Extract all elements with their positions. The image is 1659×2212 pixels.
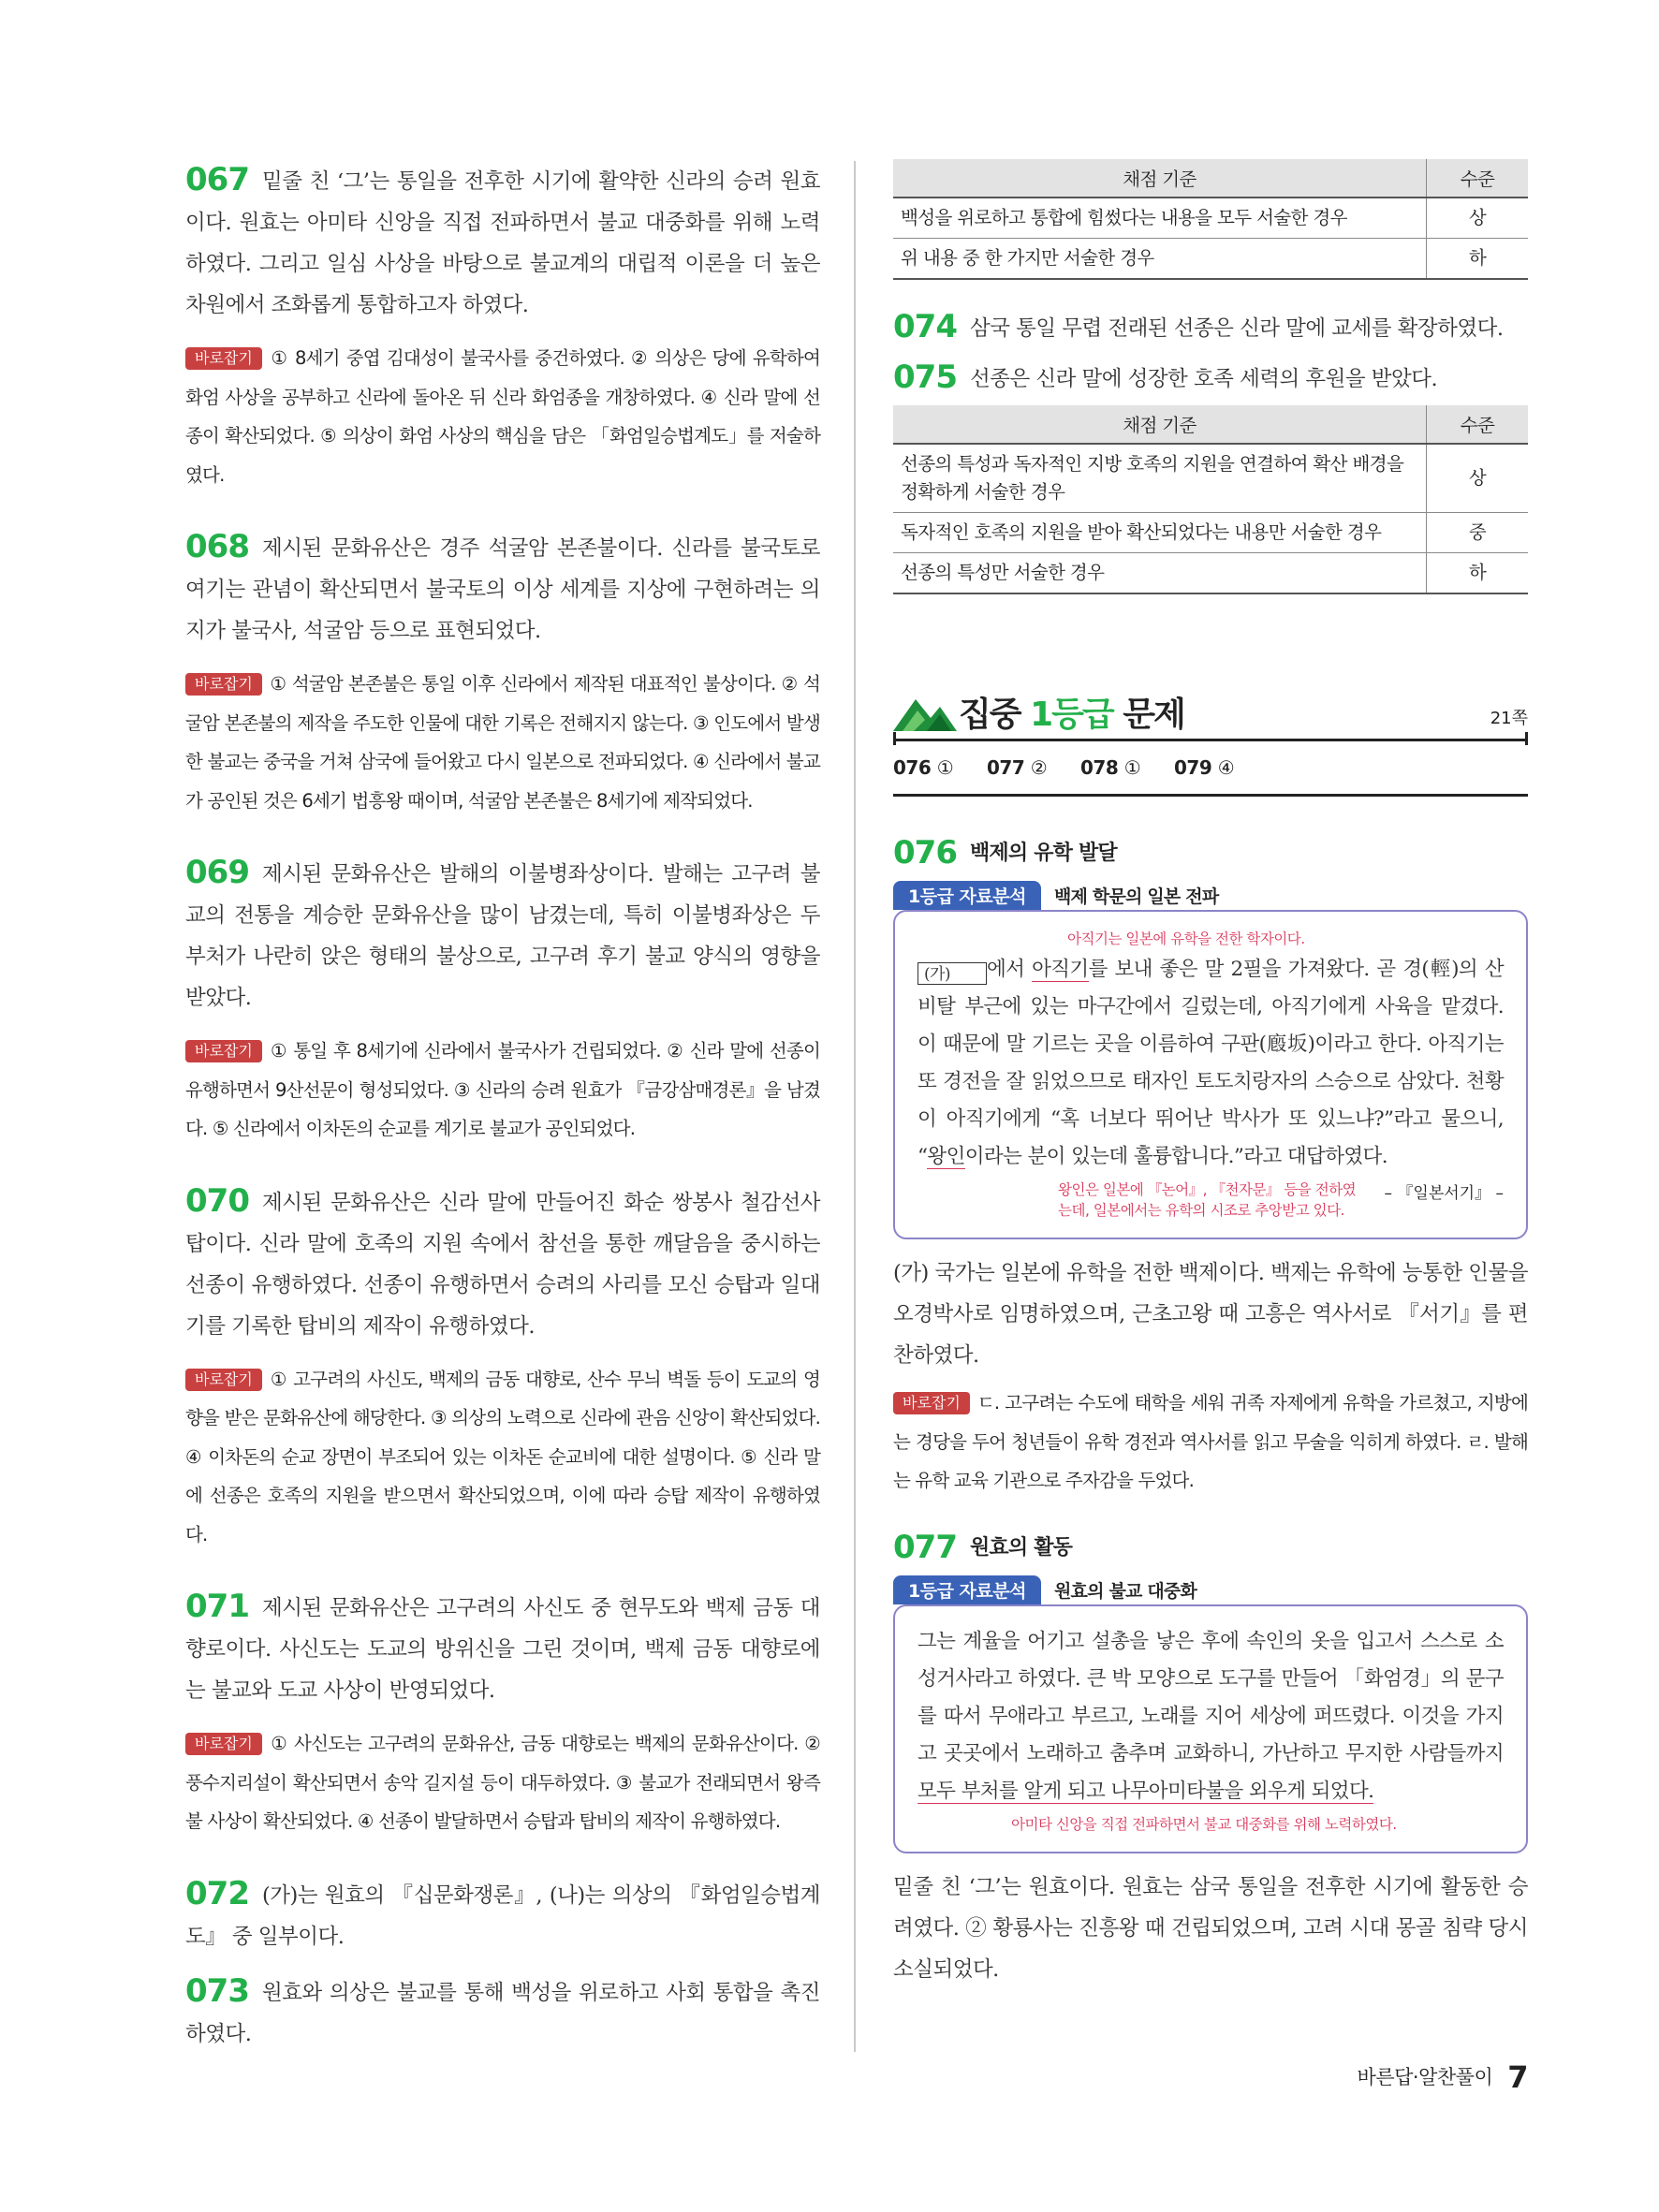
grading-table-075 [893,405,1528,594]
question-075: 075 선종은 신라 말에 성장한 호족 세력의 후원을 받았다. [893,359,1438,396]
table-row: 독자적인 호족의 지원을 받아 확산되었다는 내용만 서술한 경우 중 [893,513,1528,553]
correction-note-076: 바로잡기 ㄷ. 고구려는 수도에 태학을 세워 귀족 자제에게 유학을 가르쳤고, 지방에는 경당을 두어 청년들이 유학 경전과 역사서를 읽고 무술을 익히게 하였다. ㄹ. 발해는 유학 교육 기관으로 주자감을 두었다. [893,1392,1528,1491]
question-069 [185,852,820,1149]
page-footer [1358,2059,1528,2095]
answer-item: 076 ① [893,756,954,779]
right-column [893,159,1528,1990]
fix-tag: 바로잡기 [185,1369,262,1391]
section-page-ref: 21쪽 [1490,709,1528,728]
source-passage: 아직기는 일본에 유학을 전한 학자이다. (가) 에서 아직기를 보내 좋은 말 2필을 가져왔다. 곧 경(輕)의 산비탈 부근에 있는 마구간에서 길렀는데, 아직기에게 사육을 맡겼다. 이 때문에 말 기르는 곳을 이름하여 구판(廏坂)이라고 한다. 아직기는 또 경전을 잘 읽었으므로 태자인 토도치랑자의 스승으로 삼았다. 천황이 아직기에게 “혹 너보다 뛰어난 박사가 또 있느냐?”라고 물으니, “왕인이라는 분이 있는데 훌륭합니다.”라고 대답하였다. 왕인은 일본에 『논어』, 『천자문』 등을 전하였는데, 일본에서는 유학의 시조로 추앙받고 있다. – 『일본서기』 – [893,910,1528,1239]
answer-strip [893,741,1528,797]
annotation-note: 왕인은 일본에 『논어』, 『천자문』 등을 전하였는데, 일본에서는 유학의 시조로 추앙받고 있다. [1058,1181,1357,1219]
table-row: 선종의 특성과 독자적인 지방 호족의 지원을 연결하여 확산 배경을 정확하게 서술한 경우 상 [893,444,1528,513]
question-text: 밑줄 친 ‘그’는 통일을 전후한 시기에 활약한 신라의 승려 원효이다. 원효는 아미타 신앙을 직접 전파하면서 불교 대중화를 위해 노력하였다. 그리고 일심 사상을 바탕으로 불교계의 대립적 이론을 더 높은 차원에서 조화롭게 통합하고자 하였다. [185,169,820,317]
table-header-level: 수준 [1427,405,1529,444]
table-row: 위 내용 중 한 가지만 서술한 경우 하 [893,239,1528,280]
grading-table-073 [893,159,1528,280]
answer-item: 079 ④ [1174,756,1235,779]
question-number: 067 [185,161,249,198]
correction-note: 바로잡기 ① 통일 후 8세기에 신라에서 불국사가 건립되었다. ② 신라 말에 선종이 유행하면서 9산선문이 형성되었다. ③ 신라의 승려 원효가 『금강삼매경론』을 남겼다. ⑤ 신라에서 이차돈의 순교를 계기로 불교가 공인되었다. [185,1040,820,1139]
correction-note: 바로잡기 ① 석굴암 본존불은 통일 이후 신라에서 제작된 대표적인 불상이다. ② 석굴암 본존불의 제작을 주도한 인물에 대한 기록은 전해지지 않는다. ③ 인도에서 발생한 불교는 중국을 거쳐 삼국에 들어왔고 다시 일본으로 전파되었다. ④ 신라에서 불교가 공인된 것은 6세기 법흥왕 때이며, 석굴암 본존불은 8세기에 제작되었다. [185,673,820,812]
question-number: 072 [185,1874,249,1912]
question-number: 071 [185,1588,249,1625]
explanation-076: (가) 국가는 일본에 유학을 전한 백제이다. 백제는 유학에 능통한 인물을 오경박사로 임명하였으며, 근초고왕 때 고흥은 역사서로 『서기』를 편찬하였다. [893,1261,1528,1368]
question-text: 원효와 의상은 불교를 통해 백성을 위로하고 사회 통합을 촉진하였다. [185,1980,820,2046]
question-077-header: 077 원효의 활동 [893,1528,1073,1566]
question-067 [185,159,820,494]
left-column [185,159,820,2087]
correction-note: 바로잡기 ① 사신도는 고구려의 문화유산, 금동 대향로는 백제의 문화유산이다. ② 풍수지리설이 확산되면서 송악 길지설 등이 대두하였다. ③ 불교가 전래되면서 왕즉불 사상이 확산되었다. ④ 선종이 발달하면서 승탑과 탑비의 제작이 유행하였다. [185,1733,820,1832]
question-number: 073 [185,1971,249,2010]
question-068 [185,526,820,820]
fix-tag: 바로잡기 [893,1392,970,1414]
fix-tag: 바로잡기 [185,673,262,696]
question-071 [185,1586,820,1841]
question-text: 제시된 문화유산은 발해의 이불병좌상이다. 발해는 고구려 불교의 전통을 계승한 문화유산을 많이 남겼는데, 특히 이불병좌상은 두 부처가 나란히 앉은 형태의 불상으로, 고구려 후기 불교 양식의 영향을 받았다. [185,862,820,1010]
correction-note: 바로잡기 ① 8세기 중엽 김대성이 불국사를 중건하였다. ② 의상은 당에 유학하여 화엄 사상을 공부하고 신라에 돌아온 뒤 신라 화엄종을 개창하였다. ④ 신라 말에 선종이 확산되었다. ⑤ 의상이 화엄 사상의 핵심을 담은 「화엄일승법계도」를 저술하였다. [185,347,820,486]
table-row: 백성을 위로하고 통합에 힘썼다는 내용을 모두 서술한 경우 상 [893,198,1528,239]
table-header-level: 수준 [1427,159,1529,198]
source-citation: – 『일본서기』 – [1384,1184,1504,1203]
question-text: (가)는 원효의 『십문화쟁론』, (나)는 의상의 『화엄일승법계도』 중 일부이다. [185,1882,820,1949]
correction-note: 바로잡기 ① 고구려의 사신도, 백제의 금동 대향로, 산수 무늬 벽돌 등이 도교의 영향을 받은 문화유산에 해당한다. ③ 의상의 노력으로 신라에 관음 신앙이 확산되었다. ④ 이차돈의 순교 장면이 부조되어 있는 이차돈 순교비에 대한 설명이다. ⑤ 신라 말에 선종은 호족의 지원을 받으면서 확산되었으며, 이에 따라 승탑 제작이 유행하였다. [185,1368,820,1545]
analysis-title: 원효의 불교 대중화 [1053,1580,1197,1602]
fix-tag: 바로잡기 [185,347,262,370]
question-072 [185,1873,820,1957]
annotation-note: 아직기는 일본에 유학을 전한 학자이다. [1067,930,1305,947]
question-073 [185,1970,820,2055]
table-row: 선종의 특성만 서술한 경우 하 [893,553,1528,594]
answer-strip-tick [1525,732,1528,745]
answer-strip-tick [893,732,896,745]
question-text: 제시된 문화유산은 경주 석굴암 본존불이다. 신라를 불국토로 여기는 관념이 확산되면서 불국토의 이상 세계를 지상에 구현하려는 의지가 불국사, 석굴암 등으로 표현되었다. [185,536,820,643]
answer-item: 077 ② [987,756,1048,779]
analysis-title: 백제 학문의 일본 전파 [1053,886,1219,907]
question-text: 제시된 문화유산은 신라 말에 만들어진 화순 쌍봉사 철감선사탑이다. 신라 말에 호족의 지원 속에서 참선을 통한 깨달음을 중시하는 선종이 유행하였다. 선종이 유행하면서 승려의 사리를 모신 승탑과 일대기를 기록한 탑비의 제작이 유행하였다. [185,1190,820,1339]
question-074: 074 삼국 통일 무렵 전래된 선종은 신라 말에 교세를 확장하였다. [893,308,1504,345]
question-076-header: 076 백제의 유학 발달 [893,834,1117,872]
fix-tag: 바로잡기 [185,1733,262,1755]
answer-item: 078 ① [1080,756,1141,779]
question-number: 069 [185,854,249,891]
explanation-077: 밑줄 친 ‘그’는 원효이다. 원효는 삼국 통일을 전후한 시기에 활동한 승려였다. ② 황룡사는 진흥왕 때 건립되었으며, 고려 시대 몽골 침략 당시 소실되었다. [893,1874,1528,1982]
analysis-box-077 [893,1575,1528,1853]
question-070 [185,1180,820,1555]
question-text: 제시된 문화유산은 고구려의 사신도 중 현무도와 백제 금동 대향로이다. 사신도는 도교의 방위신을 그린 것이며, 백제 금동 대향로에는 불교와 도교 사상이 반영되었다. [185,1596,820,1703]
question-number: 070 [185,1181,249,1220]
analysis-tag: 1등급 자료분석 [893,881,1041,910]
section-title: 집중 1등급 문제 [959,696,1184,734]
analysis-tag: 1등급 자료분석 [893,1575,1041,1604]
analysis-box-076 [893,881,1528,1239]
footer-label: 바른답·알찬풀이 [1357,2066,1493,2088]
page-number: 7 [1507,2059,1528,2095]
question-number: 068 [185,528,249,565]
section-header [893,696,1528,741]
table-header-criteria: 채점 기준 [893,159,1427,198]
mountain-logo-icon [893,690,959,735]
annotation-note: 아미타 신앙을 직접 전파하면서 불교 대중화를 위해 노력하였다. [1011,1815,1397,1833]
table-header-criteria: 채점 기준 [893,405,1427,444]
blank-box: (가) [918,962,987,985]
column-divider [854,161,856,2052]
source-passage: 그는 계율을 어기고 설총을 낳은 후에 속인의 옷을 입고서 스스로 소성거사라고 하였다. 큰 박 모양으로 도구를 만들어 「화엄경」의 문구를 따서 무애라고 부르고, 노래를 지어 세상에 퍼뜨렸다. 이것을 가지고 곳곳에서 노래하고 춤추며 교화하니, 가난하고 무지한 사람들까지 모두 부처를 알게 되고 나무아미타불을 외우게 되었다. 아미타 신앙을 직접 전파하면서 불교 대중화를 위해 노력하였다. [893,1604,1528,1853]
fix-tag: 바로잡기 [185,1040,262,1062]
